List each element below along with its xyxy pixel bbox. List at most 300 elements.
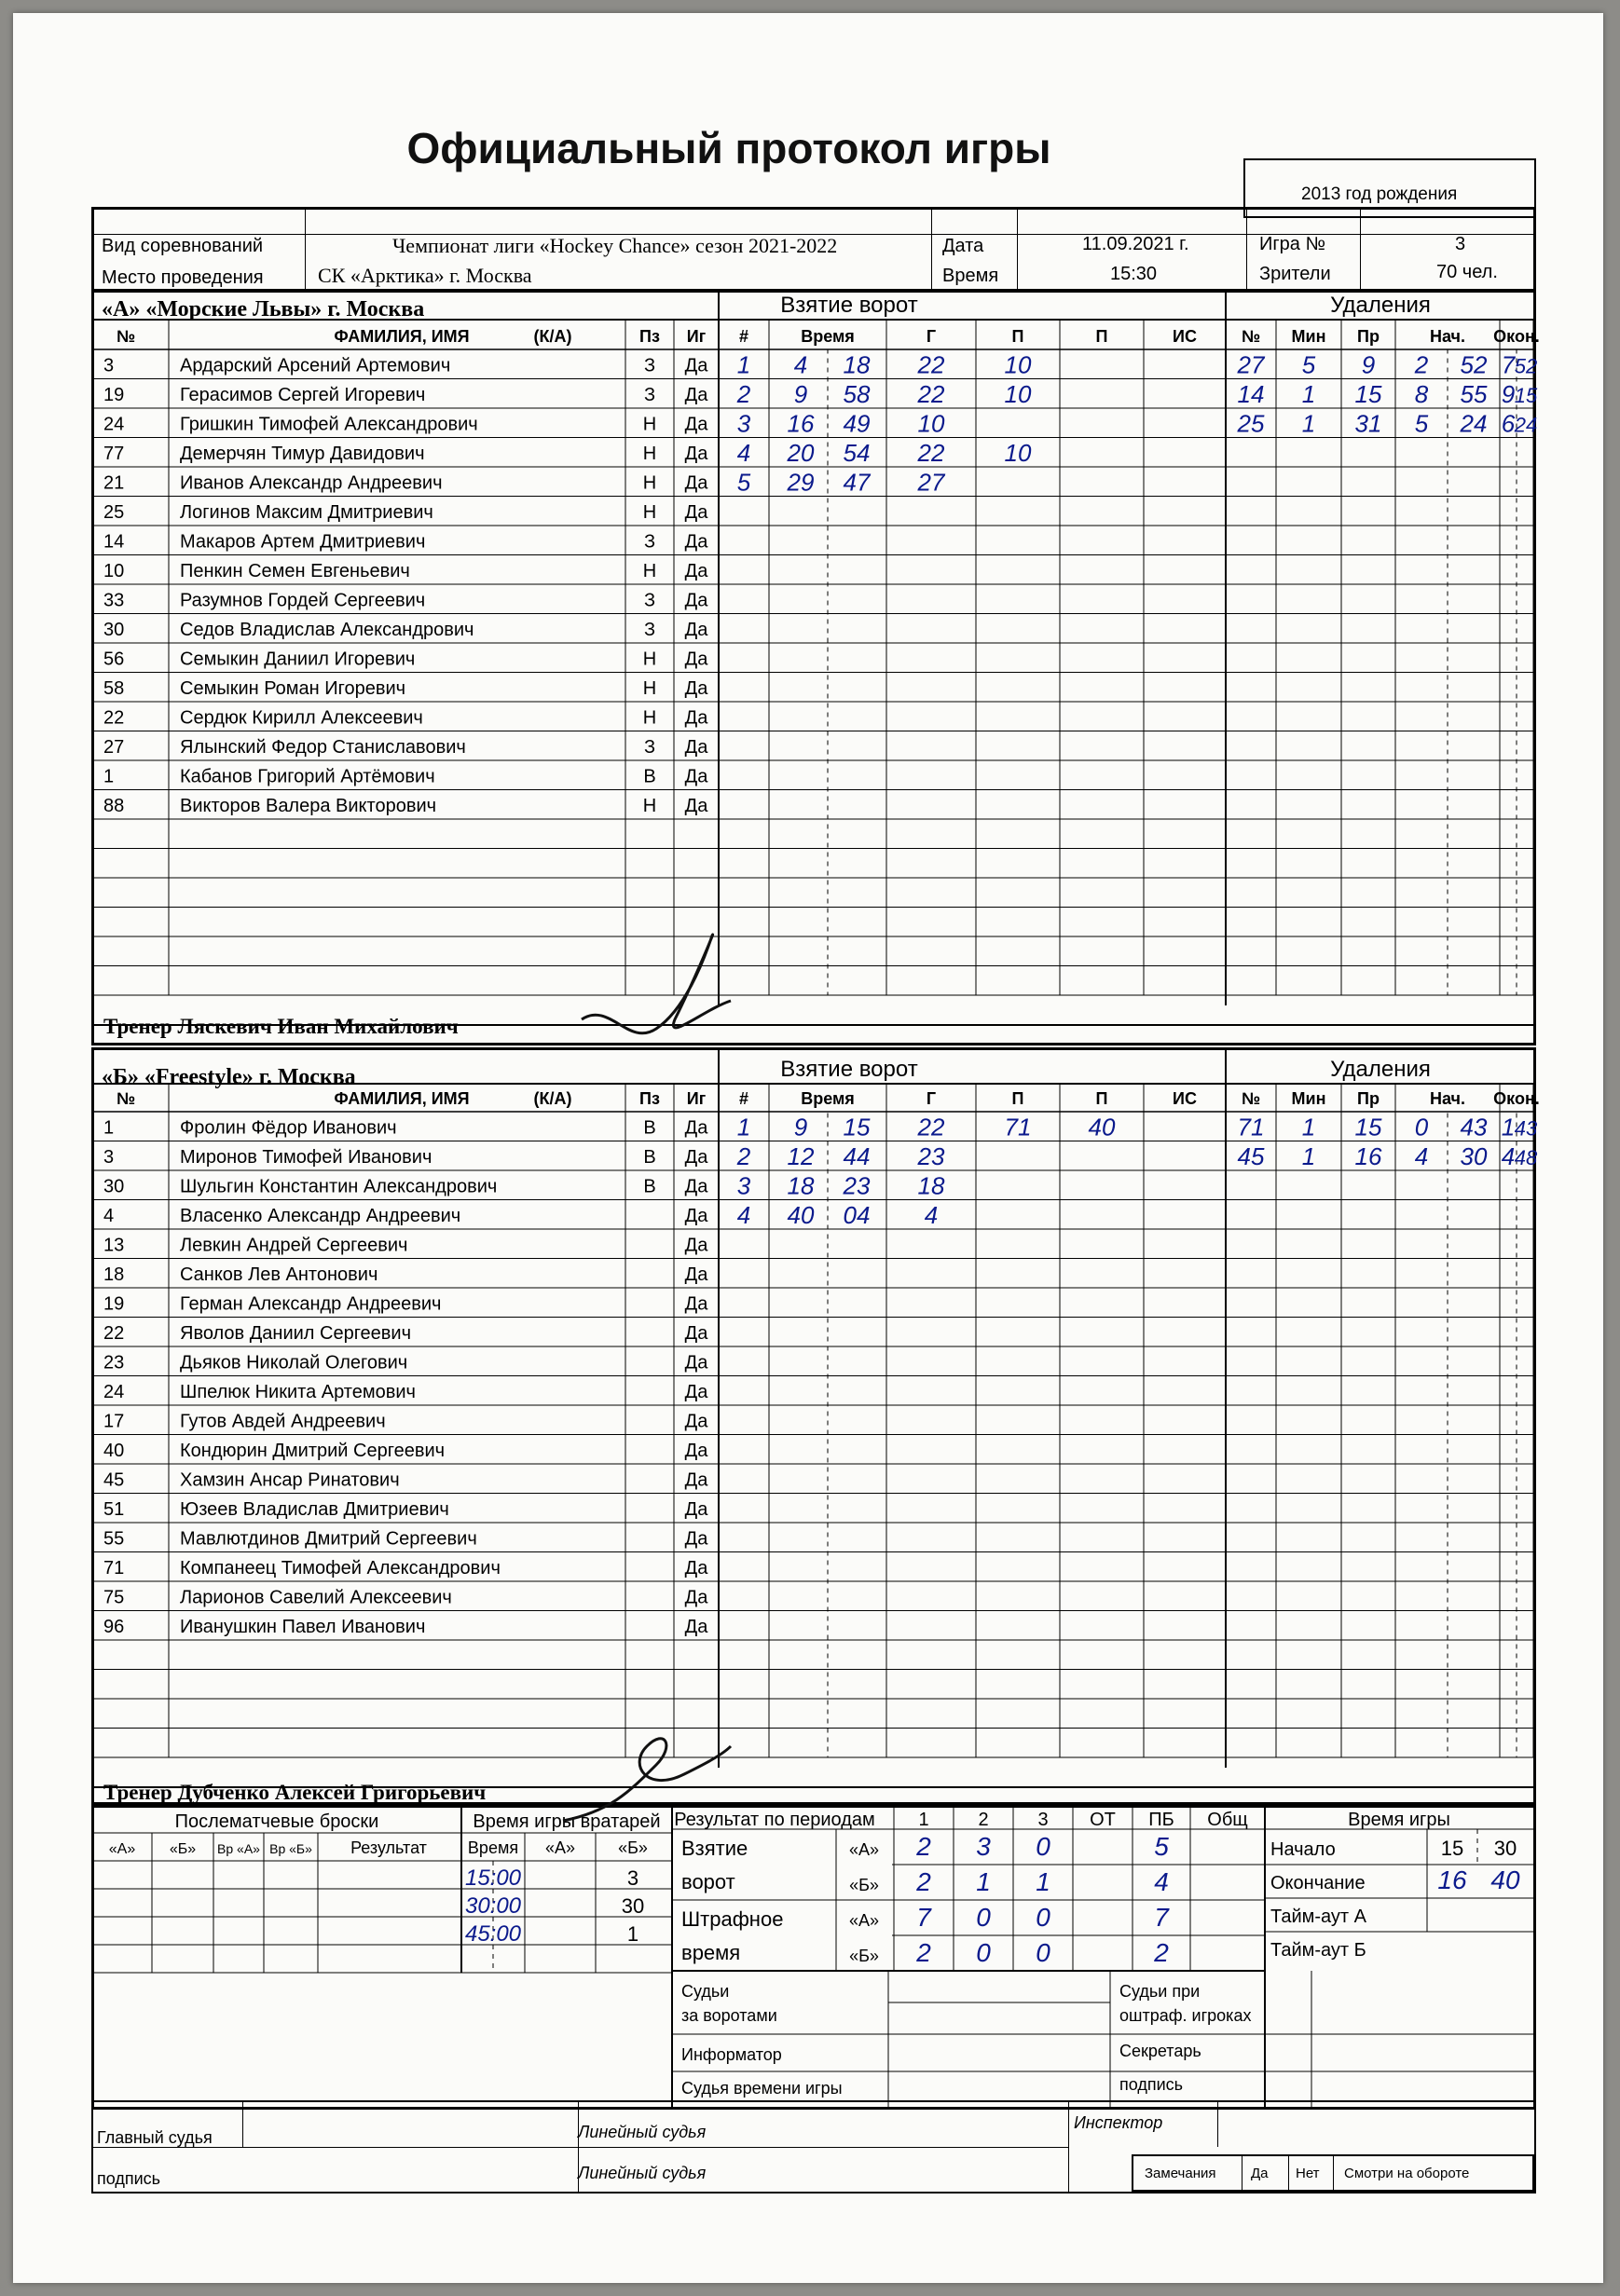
penalty-player: 25 bbox=[1237, 409, 1265, 438]
place-value: СК «Арктика» г. Москва bbox=[318, 264, 532, 287]
period-total: 4 bbox=[1154, 1867, 1169, 1896]
game-number-label: Игра № bbox=[1259, 234, 1325, 254]
goal-number: 4 bbox=[736, 439, 751, 467]
player-name: Компанеец Тимофей Александрович bbox=[180, 1558, 501, 1578]
player-played: Да bbox=[684, 444, 708, 464]
goal-second: 18 bbox=[843, 350, 871, 379]
player-played: Да bbox=[684, 678, 708, 699]
gk-col-a: «А» bbox=[544, 1838, 576, 1857]
period-value: 0 bbox=[976, 1938, 991, 1967]
penalty-reason: 16 bbox=[1354, 1142, 1382, 1170]
goal-second: 49 bbox=[843, 409, 871, 438]
player-number: 13 bbox=[103, 1235, 125, 1256]
period-col: 3 bbox=[1037, 1810, 1049, 1830]
goals-row-label: Взятие bbox=[681, 1837, 748, 1860]
col-pen-end: Окон. bbox=[1493, 1089, 1540, 1108]
penalty-end-sec: 15 bbox=[1514, 384, 1538, 407]
player-position: В bbox=[643, 766, 656, 787]
player-played: Да bbox=[684, 707, 708, 729]
competition-label: Вид соревнований bbox=[102, 236, 264, 256]
player-played: Да bbox=[684, 355, 708, 376]
game-start-label: Начало bbox=[1270, 1839, 1336, 1860]
player-number: 71 bbox=[103, 1558, 125, 1578]
gk-row-time: 45:00 bbox=[464, 1921, 522, 1947]
player-name: Макаров Артем Дмитриевич bbox=[180, 531, 426, 553]
penalty-minutes: 1 bbox=[1301, 1113, 1316, 1141]
player-position: З bbox=[643, 737, 656, 758]
player-played: Да bbox=[684, 1352, 708, 1374]
player-name: Гришкин Тимофей Александрович bbox=[180, 414, 478, 435]
game-number-value: 3 bbox=[1455, 234, 1466, 254]
goal-judges-label-2: за воротами bbox=[681, 2006, 777, 2025]
player-number: 45 bbox=[103, 1469, 125, 1491]
goal-assist-1: 71 bbox=[1004, 1113, 1032, 1141]
col-goal-p1: П bbox=[1011, 327, 1024, 346]
remarks-no: Нет bbox=[1296, 2166, 1320, 2181]
player-name: Ардарский Арсений Артемович bbox=[180, 355, 451, 376]
player-number: 77 bbox=[103, 444, 125, 464]
col-goal-is: ИС bbox=[1173, 327, 1197, 346]
player-position: З bbox=[643, 620, 656, 640]
team-b-coach: Тренер Дубченко Алексей Григорьевич bbox=[103, 1781, 487, 1804]
period-value: 2 bbox=[916, 1867, 931, 1896]
goals-row-label-2: ворот bbox=[681, 1870, 735, 1893]
player-number: 33 bbox=[103, 590, 125, 611]
player-name: Дьяков Николай Олегович bbox=[180, 1352, 408, 1374]
player-position: Н bbox=[642, 561, 657, 581]
goal-number: 2 bbox=[736, 380, 751, 408]
informer-label: Информатор bbox=[681, 2045, 782, 2064]
penalty-start-sec: 30 bbox=[1460, 1142, 1488, 1170]
player-name: Пенкин Семен Евгеньевич bbox=[180, 561, 410, 581]
player-number: 88 bbox=[103, 796, 125, 816]
timekeeper-label: Судья времени игры bbox=[681, 2079, 843, 2098]
shootout-col-b: «Б» bbox=[169, 1841, 197, 1857]
competition-value: Чемпионат лиги «Hockey Chance» сезон 2021-2022 bbox=[392, 234, 838, 257]
goal-second: 54 bbox=[843, 439, 871, 467]
player-name: Шпелюк Никита Артемович bbox=[180, 1382, 416, 1402]
player-number: 22 bbox=[103, 707, 125, 729]
player-name: Левкин Андрей Сергеевич bbox=[180, 1235, 408, 1256]
player-number: 1 bbox=[103, 766, 115, 787]
player-played: Да bbox=[684, 796, 708, 816]
penalty-start-min: 2 bbox=[1414, 350, 1429, 379]
goal-second: 15 bbox=[843, 1113, 871, 1141]
gk-row-b: 30 bbox=[621, 1894, 645, 1918]
team-tag: «А» bbox=[848, 1911, 880, 1930]
penalty-start-sec: 55 bbox=[1460, 380, 1488, 408]
player-position: Н bbox=[642, 649, 657, 670]
birth-year: 2013 год рождения bbox=[1301, 184, 1458, 204]
team-b-grid bbox=[94, 1050, 1540, 1805]
player-name: Сердюк Кирилл Алексеевич bbox=[180, 707, 423, 729]
penalty-minutes: 1 bbox=[1301, 1142, 1316, 1170]
player-played: Да bbox=[684, 1528, 708, 1550]
col-goal-g: Г bbox=[926, 1089, 937, 1108]
goal-number: 3 bbox=[736, 1171, 751, 1200]
coach-a-signature bbox=[572, 926, 759, 1057]
main-referee-signature: подпись bbox=[97, 2169, 161, 2188]
shootout-title: Послематчевые броски bbox=[174, 1811, 379, 1832]
penalty-start-sec: 43 bbox=[1460, 1113, 1488, 1141]
line-referee-1-label: Линейный судья bbox=[578, 2123, 707, 2141]
player-number: 58 bbox=[103, 678, 125, 699]
col-ig: Иг bbox=[686, 1089, 707, 1108]
player-position: В bbox=[643, 1117, 656, 1139]
player-name: Семыкин Роман Игоревич bbox=[180, 678, 406, 699]
player-number: 75 bbox=[103, 1587, 125, 1608]
player-number: 55 bbox=[103, 1528, 125, 1550]
col-name: ФАМИЛИЯ, ИМЯ bbox=[334, 1089, 470, 1108]
team-a-grid bbox=[94, 292, 1540, 1043]
penalty-end-min: 4 bbox=[1501, 1142, 1516, 1170]
player-name: Гутов Авдей Андреевич bbox=[180, 1411, 386, 1432]
shootout-col-a: «А» bbox=[108, 1841, 136, 1857]
summary-section bbox=[91, 1802, 1536, 2110]
penalty-start-min: 0 bbox=[1414, 1113, 1429, 1141]
player-played: Да bbox=[684, 1206, 708, 1226]
player-name: Викторов Валера Викторович bbox=[180, 796, 437, 816]
col-name: ФАМИЛИЯ, ИМЯ bbox=[334, 327, 470, 346]
player-position: Н bbox=[642, 472, 657, 494]
see-back-label: Смотри на обороте bbox=[1344, 2166, 1470, 2181]
col-pen-start: Нач. bbox=[1429, 327, 1466, 346]
secretary-label: Секретарь bbox=[1119, 2042, 1201, 2060]
player-number: 3 bbox=[103, 355, 115, 376]
penalty-end-min: 1 bbox=[1501, 1113, 1516, 1141]
period-col: 2 bbox=[978, 1810, 989, 1830]
player-played: Да bbox=[684, 472, 708, 494]
team-b-section bbox=[91, 1047, 1540, 1808]
player-number: 21 bbox=[103, 472, 125, 494]
player-position: Н bbox=[642, 678, 657, 699]
period-value: 0 bbox=[1036, 1938, 1050, 1967]
player-name: Хамзин Ансар Ринатович bbox=[180, 1469, 400, 1491]
player-played: Да bbox=[684, 1469, 708, 1491]
player-number: 17 bbox=[103, 1411, 125, 1432]
col-num: № bbox=[116, 327, 136, 346]
player-number: 22 bbox=[103, 1323, 125, 1344]
player-number: 14 bbox=[103, 531, 125, 553]
goal-minute: 4 bbox=[793, 350, 808, 379]
penalty-player: 27 bbox=[1237, 350, 1265, 379]
player-played: Да bbox=[684, 766, 708, 787]
penalty-minutes: 1 bbox=[1301, 380, 1316, 408]
player-position: Н bbox=[642, 502, 657, 523]
period-col: ОТ bbox=[1090, 1810, 1116, 1830]
gk-row-time: 30:00 bbox=[464, 1893, 522, 1919]
goal-scorer: 27 bbox=[917, 468, 945, 497]
team-a-name: «А» «Морские Львы» г. Москва bbox=[102, 297, 425, 321]
penalty-reason: 9 bbox=[1361, 350, 1376, 379]
team-tag: «А» bbox=[848, 1840, 880, 1859]
penalty-end-sec: 43 bbox=[1514, 1116, 1538, 1141]
period-value: 1 bbox=[1036, 1867, 1050, 1896]
period-value: 2 bbox=[916, 1832, 931, 1861]
col-pen-pr: Пр bbox=[1357, 327, 1380, 346]
period-total: 7 bbox=[1154, 1903, 1169, 1932]
col-pen-pr: Пр bbox=[1357, 1089, 1380, 1108]
goal-number: 1 bbox=[736, 1113, 751, 1141]
time-value: 15:30 bbox=[1110, 264, 1158, 284]
player-number: 18 bbox=[103, 1264, 125, 1285]
player-number: 30 bbox=[103, 620, 125, 640]
col-goal-is: ИС bbox=[1173, 1089, 1197, 1108]
player-name: Власенко Александр Андреевич bbox=[180, 1206, 461, 1226]
team-tag: «Б» bbox=[849, 1947, 879, 1965]
penalty-row-label-2: время bbox=[681, 1941, 741, 1964]
col-goal-num: # bbox=[738, 1089, 749, 1108]
period-col: Общ bbox=[1207, 1810, 1248, 1830]
col-goal-num: # bbox=[738, 327, 749, 346]
period-value: 0 bbox=[976, 1903, 991, 1932]
goal-scorer: 10 bbox=[917, 409, 945, 438]
player-number: 19 bbox=[103, 385, 125, 405]
goal-number: 4 bbox=[736, 1201, 751, 1229]
period-total: 2 bbox=[1154, 1938, 1169, 1967]
penalty-player: 45 bbox=[1237, 1142, 1265, 1170]
player-played: Да bbox=[684, 531, 708, 553]
player-played: Да bbox=[684, 1441, 708, 1461]
player-position: Н bbox=[642, 796, 657, 816]
player-name: Логинов Максим Дмитриевич bbox=[180, 502, 433, 523]
period-value: 7 bbox=[916, 1903, 931, 1932]
remarks-label: Замечания bbox=[1145, 2166, 1216, 2181]
player-number: 56 bbox=[103, 649, 125, 670]
goal-scorer: 18 bbox=[917, 1171, 945, 1200]
col-ka: (К/А) bbox=[533, 1089, 572, 1108]
team-a-section bbox=[91, 289, 1540, 1046]
main-referee-label: Главный судья bbox=[97, 2128, 213, 2147]
game-end-label: Окончание bbox=[1270, 1873, 1366, 1893]
goal-number: 5 bbox=[736, 468, 751, 497]
secretary-signature-label: подпись bbox=[1119, 2075, 1184, 2094]
player-played: Да bbox=[684, 1117, 708, 1139]
col-num: № bbox=[116, 1089, 136, 1108]
viewers-label: Зрители bbox=[1259, 264, 1331, 284]
col-pen-min: Мин bbox=[1291, 1089, 1326, 1108]
game-end-hour: 16 bbox=[1437, 1866, 1467, 1894]
player-number: 24 bbox=[103, 1382, 125, 1402]
goal-assist-2: 40 bbox=[1088, 1113, 1116, 1141]
period-col: ПБ bbox=[1148, 1810, 1174, 1830]
player-played: Да bbox=[684, 737, 708, 758]
goal-second: 04 bbox=[843, 1201, 871, 1229]
penalty-start-sec: 24 bbox=[1460, 409, 1488, 438]
timeout-a-label: Тайм-аут А bbox=[1270, 1906, 1366, 1927]
player-name: Ялынский Федор Станиславович bbox=[180, 737, 466, 758]
player-name: Семыкин Даниил Игоревич bbox=[180, 649, 416, 670]
gk-row-b: 3 bbox=[626, 1866, 639, 1890]
team-a-coach: Тренер Ляскевич Иван Михайлович bbox=[103, 1015, 459, 1038]
player-played: Да bbox=[684, 1382, 708, 1402]
penalty-end-min: 6 bbox=[1501, 409, 1516, 438]
goal-scorer: 22 bbox=[917, 1113, 945, 1141]
player-played: Да bbox=[684, 1235, 708, 1256]
col-goal-g: Г bbox=[926, 327, 937, 346]
goal-assist-1: 10 bbox=[1004, 380, 1032, 408]
goal-scorer: 22 bbox=[917, 350, 945, 379]
player-number: 10 bbox=[103, 561, 125, 581]
player-played: Да bbox=[684, 1176, 708, 1197]
goal-minute: 40 bbox=[787, 1201, 815, 1229]
penalty-end-sec: 48 bbox=[1514, 1146, 1538, 1169]
goal-minute: 20 bbox=[787, 439, 815, 467]
shootout-col-time-b: Вр «Б» bbox=[269, 1841, 312, 1856]
player-played: Да bbox=[684, 1617, 708, 1637]
player-name: Шульгин Константин Александрович bbox=[180, 1176, 498, 1197]
period-value: 2 bbox=[916, 1938, 931, 1967]
goal-minute: 9 bbox=[793, 1113, 808, 1141]
goal-assist-1: 10 bbox=[1004, 439, 1032, 467]
player-position: З bbox=[643, 355, 656, 376]
player-number: 3 bbox=[103, 1147, 115, 1168]
player-position: Н bbox=[642, 707, 657, 729]
player-number: 23 bbox=[103, 1352, 125, 1374]
player-name: Герасимов Сергей Игоревич bbox=[180, 385, 426, 405]
game-start-hour: 15 bbox=[1440, 1837, 1464, 1860]
gk-row-b: 1 bbox=[626, 1922, 639, 1946]
player-number: 4 bbox=[103, 1206, 115, 1226]
line-referee-2-label: Линейный судья bbox=[578, 2164, 707, 2182]
penalty-end-min: 7 bbox=[1501, 350, 1516, 379]
period-col: 1 bbox=[918, 1810, 929, 1830]
penalty-minutes: 1 bbox=[1301, 409, 1316, 438]
goal-minute: 12 bbox=[787, 1142, 815, 1170]
col-pen-num: № bbox=[1241, 327, 1261, 346]
penalty-minutes: 5 bbox=[1301, 350, 1316, 379]
game-info-header bbox=[91, 207, 1536, 293]
penalty-end-sec: 24 bbox=[1514, 413, 1538, 437]
period-value: 3 bbox=[976, 1832, 991, 1861]
player-number: 30 bbox=[103, 1176, 125, 1197]
date-value: 11.09.2021 г. bbox=[1082, 234, 1189, 254]
player-played: Да bbox=[684, 414, 708, 435]
goal-number: 3 bbox=[736, 409, 751, 438]
game-end-minute: 40 bbox=[1490, 1866, 1520, 1894]
player-position: З bbox=[643, 590, 656, 611]
goal-number: 1 bbox=[736, 350, 751, 379]
goal-second: 47 bbox=[843, 468, 871, 497]
player-name: Герман Александр Андреевич bbox=[180, 1293, 442, 1315]
gk-col-b: «Б» bbox=[618, 1838, 648, 1857]
player-position: Н bbox=[642, 414, 657, 435]
player-name: Иванов Александр Андреевич bbox=[180, 472, 443, 494]
penalty-judges-label: Судьи при bbox=[1119, 1982, 1201, 2001]
goal-scorer: 23 bbox=[917, 1142, 945, 1170]
player-name: Кондюрин Дмитрий Сергеевич bbox=[180, 1441, 446, 1461]
penalties-title: Удаления bbox=[1330, 293, 1431, 318]
player-number: 19 bbox=[103, 1293, 125, 1315]
player-name: Яволов Даниил Сергеевич bbox=[180, 1323, 412, 1344]
col-pz: Пз bbox=[639, 327, 660, 346]
gk-time-title: Время игры вратарей bbox=[473, 1811, 661, 1832]
document-title: Официальный протокол игры bbox=[406, 124, 1051, 172]
goal-minute: 18 bbox=[787, 1171, 815, 1200]
goal-number: 2 bbox=[736, 1142, 751, 1170]
protocol-sheet bbox=[13, 13, 1603, 2283]
timeout-b-label: Тайм-аут Б bbox=[1270, 1940, 1366, 1961]
player-name: Кабанов Григорий Артёмович bbox=[180, 766, 435, 787]
game-start-minute: 30 bbox=[1493, 1837, 1517, 1860]
player-number: 40 bbox=[103, 1441, 125, 1461]
penalty-player: 14 bbox=[1237, 380, 1265, 408]
penalty-start-min: 8 bbox=[1414, 380, 1429, 408]
game-time-title: Время игры bbox=[1348, 1810, 1450, 1830]
goal-minute: 16 bbox=[787, 409, 815, 438]
goal-scorer: 22 bbox=[917, 380, 945, 408]
player-played: Да bbox=[684, 502, 708, 523]
player-name: Иванушкин Павел Иванович bbox=[180, 1617, 426, 1637]
remarks-box bbox=[1132, 2154, 1534, 2192]
col-ig: Иг bbox=[686, 327, 707, 346]
player-name: Юзеев Владислав Дмитриевич bbox=[180, 1499, 449, 1520]
goal-second: 23 bbox=[843, 1171, 871, 1200]
player-position: Н bbox=[642, 444, 657, 464]
player-number: 1 bbox=[103, 1117, 115, 1139]
col-goal-time: Время bbox=[801, 1089, 855, 1108]
player-name: Седов Владислав Александрович bbox=[180, 620, 474, 640]
col-pen-min: Мин bbox=[1291, 327, 1326, 346]
player-number: 24 bbox=[103, 414, 125, 435]
player-played: Да bbox=[684, 1411, 708, 1432]
goal-minute: 29 bbox=[787, 468, 815, 497]
penalty-start-sec: 52 bbox=[1460, 350, 1488, 379]
team-tag: «Б» bbox=[849, 1876, 879, 1894]
penalties-title: Удаления bbox=[1330, 1057, 1431, 1082]
time-label: Время bbox=[942, 266, 999, 286]
goals-title: Взятие ворот bbox=[780, 293, 918, 318]
player-played: Да bbox=[684, 1264, 708, 1285]
period-value: 0 bbox=[1036, 1903, 1050, 1932]
penalty-start-min: 5 bbox=[1414, 409, 1429, 438]
col-goal-time: Время bbox=[801, 327, 855, 346]
player-played: Да bbox=[684, 561, 708, 581]
player-name: Фролин Фёдор Иванович bbox=[180, 1117, 397, 1139]
goal-second: 44 bbox=[843, 1142, 871, 1170]
shootout-col-result: Результат bbox=[350, 1838, 427, 1857]
summary-grid bbox=[94, 1805, 1533, 2107]
goal-scorer: 22 bbox=[917, 439, 945, 467]
goal-judges-label: Судьи bbox=[681, 1982, 730, 2001]
place-label: Место проведения bbox=[102, 267, 264, 288]
player-number: 96 bbox=[103, 1617, 125, 1637]
player-played: Да bbox=[684, 1147, 708, 1168]
penalty-reason: 15 bbox=[1354, 380, 1382, 408]
inspector-label: Инспектор bbox=[1074, 2113, 1163, 2132]
player-played: Да bbox=[684, 1558, 708, 1578]
player-number: 25 bbox=[103, 502, 125, 523]
player-name: Ларионов Савелий Алексеевич bbox=[180, 1587, 452, 1608]
goals-title: Взятие ворот bbox=[780, 1057, 918, 1082]
col-goal-p2: П bbox=[1095, 1089, 1108, 1108]
referees-section bbox=[91, 2100, 1536, 2194]
player-played: Да bbox=[684, 385, 708, 405]
viewers-value: 70 чел. bbox=[1436, 262, 1498, 282]
col-pz: Пз bbox=[639, 1089, 660, 1108]
player-name: Мавлютдинов Дмитрий Сергеевич bbox=[180, 1528, 477, 1550]
player-number: 27 bbox=[103, 737, 125, 758]
player-played: Да bbox=[684, 1499, 708, 1520]
player-played: Да bbox=[684, 1323, 708, 1344]
penalty-judges-label-2: оштраф. игроках bbox=[1119, 2006, 1252, 2025]
player-played: Да bbox=[684, 1293, 708, 1315]
col-pen-end: Окон. bbox=[1493, 327, 1540, 346]
period-value: 1 bbox=[976, 1867, 991, 1896]
player-name: Санков Лев Антонович bbox=[180, 1264, 378, 1285]
goal-assist-1: 10 bbox=[1004, 350, 1032, 379]
col-pen-num: № bbox=[1241, 1089, 1261, 1108]
